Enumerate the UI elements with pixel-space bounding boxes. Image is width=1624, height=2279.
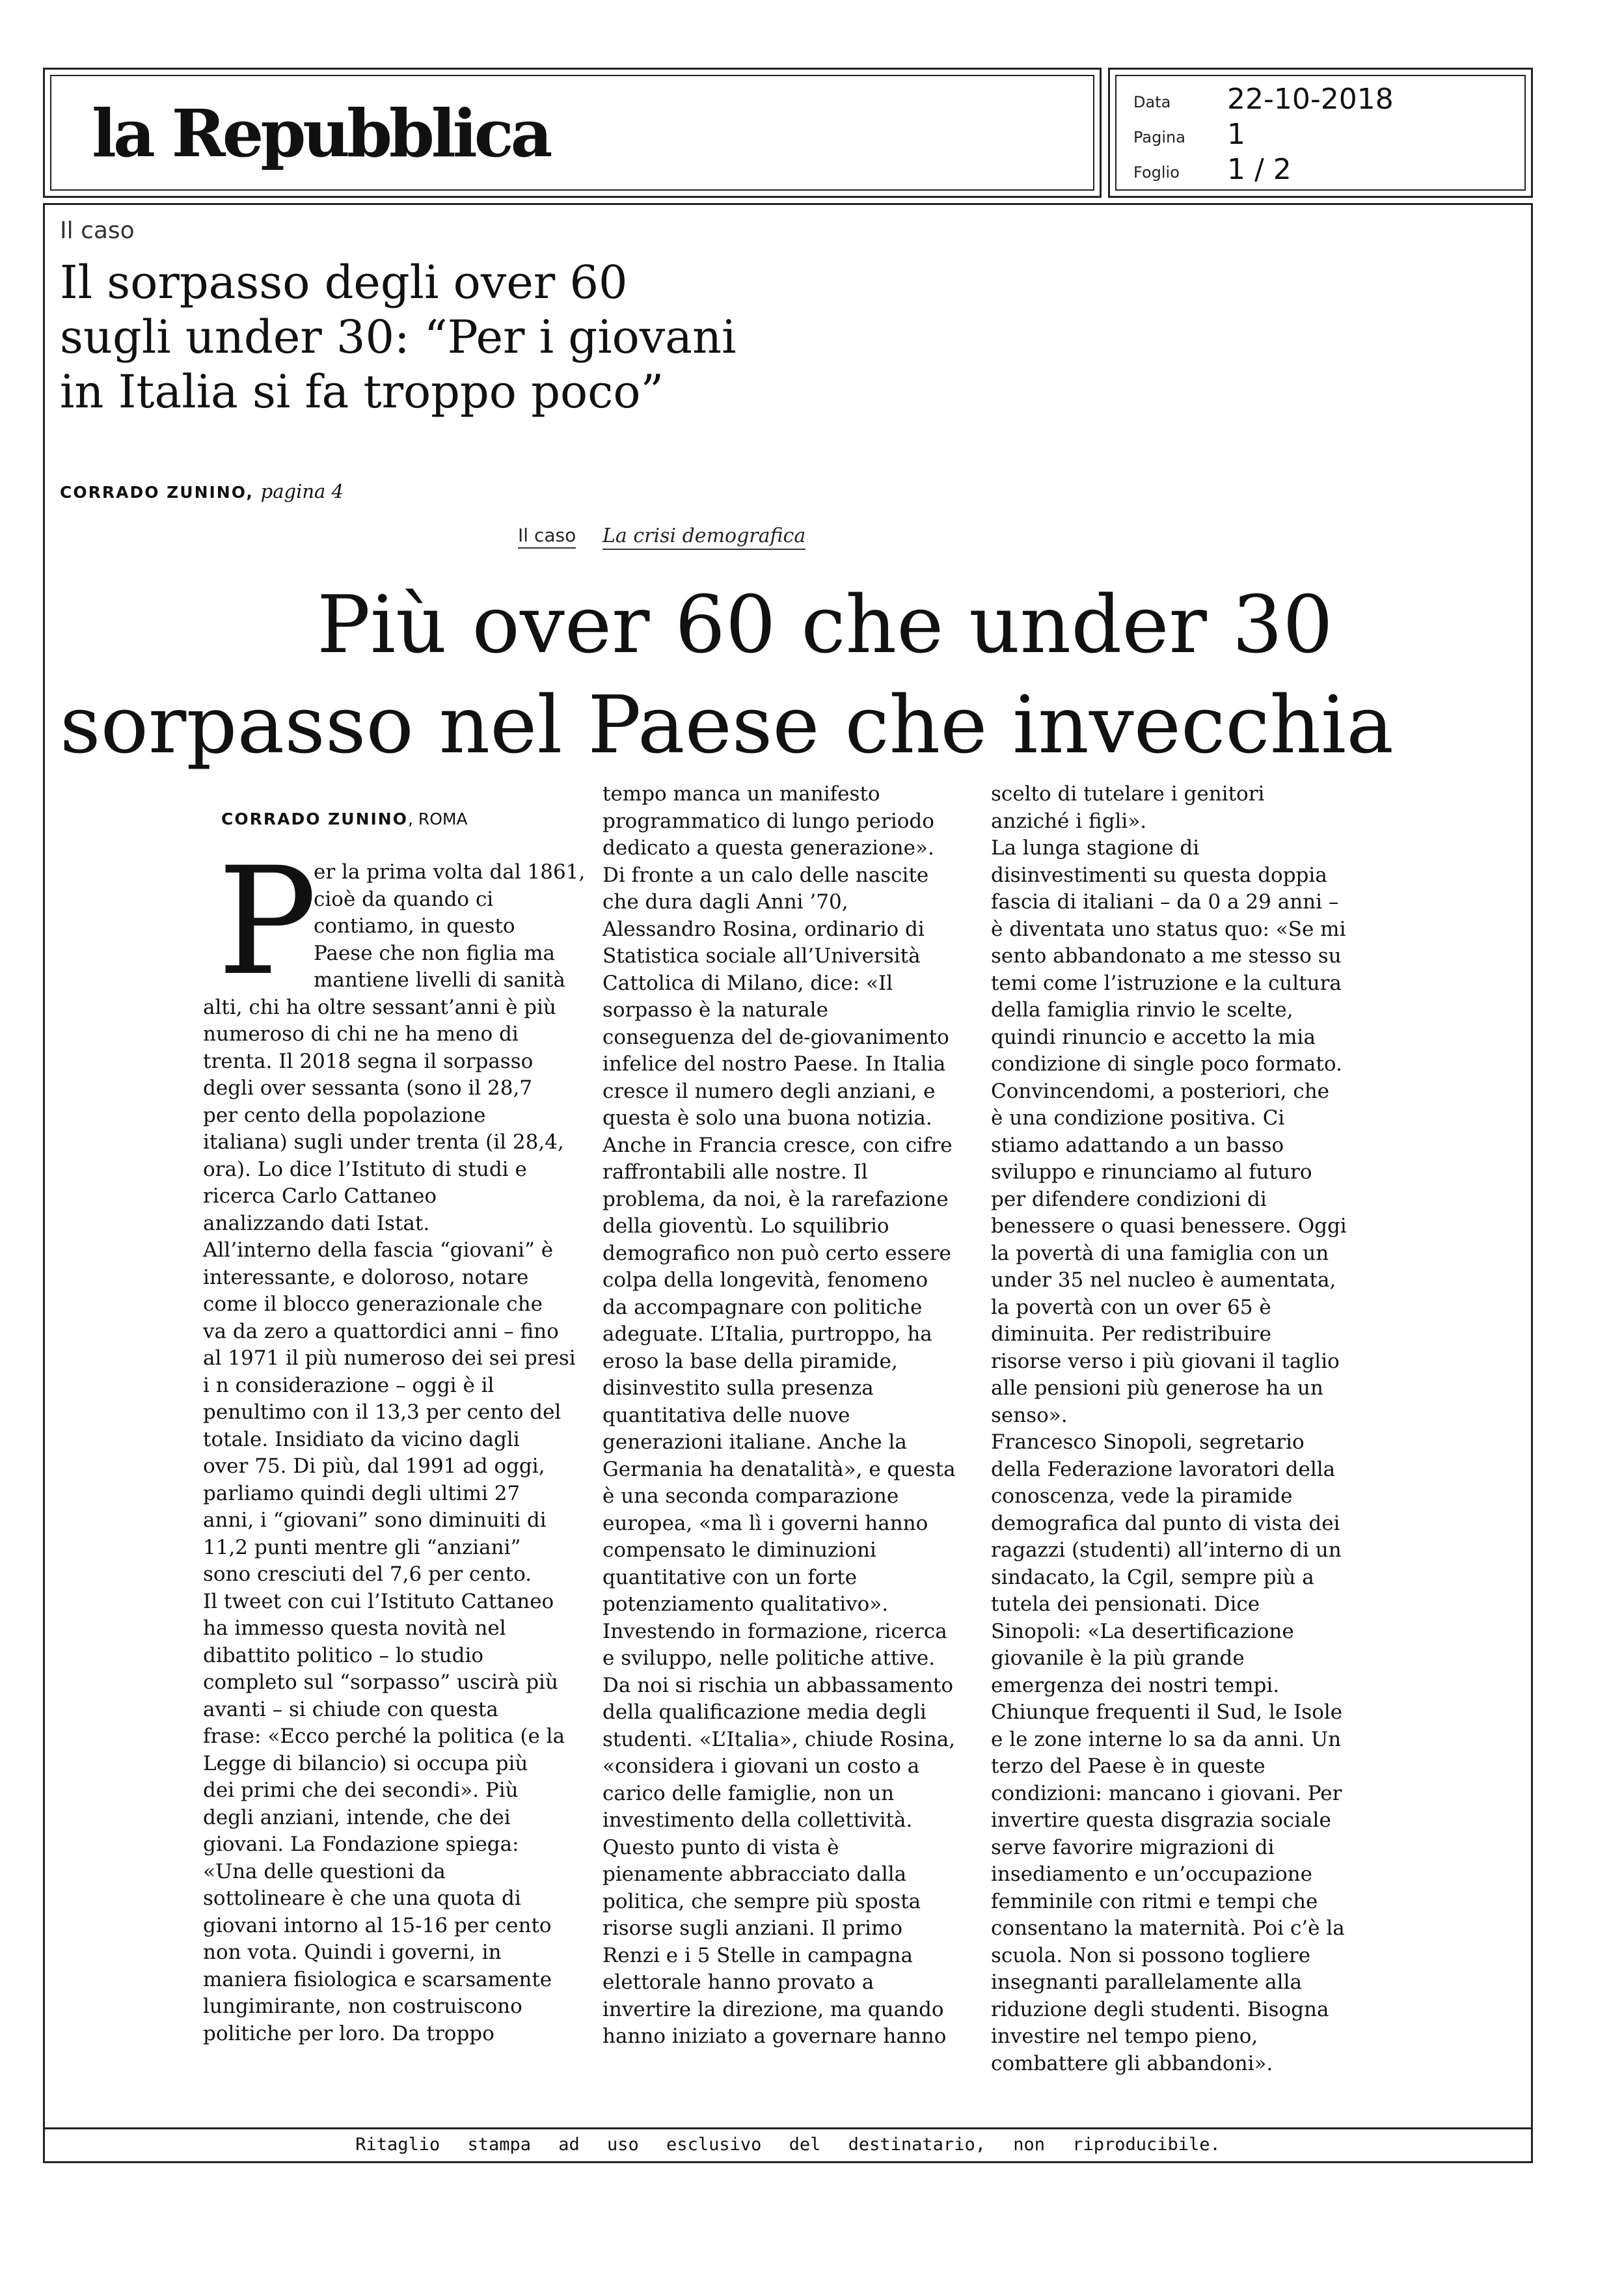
article-line: Chiunque frequenti il Sud, le Isole <box>991 1700 1343 1724</box>
article-line: contiamo, in questo <box>314 914 515 938</box>
date-label: Data <box>1133 93 1171 111</box>
article-column-3 <box>991 781 1381 2077</box>
article-line: pienamente abbracciato dalla <box>602 1863 907 1886</box>
metadata-box <box>1108 68 1533 198</box>
article-line: quindi rinuncio e accetto la mia <box>991 1025 1316 1049</box>
article-line: Investendo in formazione, ricerca <box>602 1619 947 1643</box>
article-line: invertire questa disgrazia sociale <box>991 1808 1331 1832</box>
article-line: da accompagnare con politiche <box>602 1295 923 1319</box>
article-line: colpa della longevità, fenomeno <box>602 1268 928 1292</box>
article-line: conoscenza, vede la piramide <box>991 1484 1293 1508</box>
article-line: e le zone interne lo sa da anni. Un <box>991 1727 1342 1751</box>
article-line: degli anziani, intende, che dei <box>203 1805 511 1829</box>
article-line: ricerca Carlo Cattaneo <box>203 1184 437 1208</box>
sheet-label: Foglio <box>1133 163 1180 182</box>
article-line: ora). Lo dice l’Istituto di studi e <box>203 1157 527 1181</box>
article-line: Statistica sociale all’Università <box>602 944 921 968</box>
article-line: «Una delle questioni da <box>203 1859 446 1883</box>
article-line: fascia di italiani – da 0 a 29 anni – <box>991 890 1339 914</box>
article-line: riduzione degli studenti. Bisogna <box>991 1997 1329 2021</box>
article-line: lungimirante, non costruiscono <box>203 1995 522 2018</box>
teaser-byline <box>60 480 344 502</box>
page-label: Pagina <box>1133 128 1185 146</box>
article-line: dedicato a questa generazione». <box>602 836 934 860</box>
article-line: e sviluppo, nelle politiche attive. <box>602 1646 936 1670</box>
article-line: per difendere condizioni di <box>991 1187 1267 1211</box>
article-line: adeguate. L’Italia, purtroppo, ha <box>602 1322 932 1346</box>
article-line: scelto di tutelare i genitori <box>991 782 1265 806</box>
article-line: serve favorire migrazioni di <box>991 1835 1275 1859</box>
article-line: anni, i “giovani” sono diminuiti di <box>203 1508 547 1532</box>
article-line: ragazzi (studenti) all’interno di un <box>991 1538 1342 1562</box>
article-line: la povertà di una famiglia con un <box>991 1241 1329 1265</box>
article-line: Sinopoli: «La desertificazione <box>991 1619 1294 1643</box>
article-line: italiana) sugli under trenta (il 28,4, <box>203 1130 564 1154</box>
drop-cap: P <box>217 835 318 1008</box>
article-line: giovani. La Fondazione spiega: <box>203 1833 519 1856</box>
sheet-value: 1 / 2 <box>1227 153 1292 186</box>
article-line: 11,2 punti mentre gli “anziani” <box>203 1535 521 1559</box>
article-line: disinvestimenti su questa doppia <box>991 863 1327 887</box>
article-line: «considera i giovani un costo a <box>602 1754 920 1778</box>
article-line: Legge di bilancio) si occupa più <box>203 1751 528 1775</box>
article-line: er la prima volta dal 1861, <box>314 860 586 884</box>
article-line: temi come l’istruzione e la cultura <box>991 971 1342 995</box>
article-line: anziché i figli». <box>991 809 1147 833</box>
article-column-2 <box>602 781 986 2051</box>
headline-line-2: sorpasso nel Paese che invecchia <box>60 679 1394 771</box>
article-line: è una condizione positiva. Ci <box>991 1106 1285 1130</box>
article-line: cresce il numero degli anziani, e <box>602 1079 936 1103</box>
article-line: politica, che sempre più sposta <box>602 1889 921 1913</box>
article-line: maniera fisiologica e scarsamente <box>203 1967 552 1991</box>
article-line: quantitativa delle nuove <box>602 1403 850 1427</box>
article-line: che dura dagli Anni ’70, <box>602 890 848 914</box>
article-line: benessere o quasi benessere. Oggi <box>991 1214 1347 1238</box>
article-place: , ROMA <box>407 810 468 828</box>
masthead-box <box>43 68 1102 198</box>
article-line: Questo punto di vista è <box>602 1835 839 1859</box>
article-author: CORRADO ZUNINO <box>221 810 408 828</box>
article-line: Convincendomi, a posteriori, che <box>991 1079 1330 1103</box>
article-line: scuola. Non si possono togliere <box>991 1943 1311 1967</box>
article-line: consentano la maternità. Poi c’è la <box>991 1917 1345 1940</box>
article-line: senso». <box>991 1403 1068 1427</box>
article-line: combattere gli abbandoni». <box>991 2051 1273 2075</box>
article-line: eroso la base della piramide, <box>602 1349 898 1373</box>
article-line: sento abbandonato a me stesso su <box>991 944 1342 968</box>
article-line: della Federazione lavoratori della <box>991 1457 1336 1481</box>
article-line: under 35 nel nucleo è aumentata, <box>991 1268 1336 1292</box>
article-line: parliamo quindi degli ultimi 27 <box>203 1481 521 1505</box>
article-line: elettorale hanno provato a <box>602 1971 874 1994</box>
article-line: femminile con ritmi e tempi che <box>991 1889 1318 1913</box>
article-line: alti, chi ha oltre sessant’anni è più <box>203 995 556 1019</box>
article-line: infelice del nostro Paese. In Italia <box>602 1052 946 1076</box>
article-line: penultimo con il 13,3 per cento del <box>203 1400 562 1424</box>
article-line: All’interno della fascia “giovani” è <box>203 1238 554 1262</box>
page-value: 1 <box>1227 118 1245 151</box>
article-line: studenti. «L’Italia», chiude Rosina, <box>602 1727 956 1751</box>
article-line: Il tweet con cui l’Istituto Cattaneo <box>203 1589 554 1613</box>
article-line: risorse sugli anziani. Il primo <box>602 1917 903 1940</box>
article-line: mantiene livelli di sanità <box>314 968 565 992</box>
article-line: come il blocco generazionale che <box>203 1292 543 1316</box>
article-line: non vota. Quindi i governi, in <box>203 1941 502 1964</box>
article-line: Da noi si rischia un abbassamento <box>602 1673 954 1697</box>
headline-line-1: Più over 60 che under 30 <box>317 579 1333 671</box>
section-subtitle: La crisi demografica <box>602 525 805 550</box>
article-line: demografica dal punto di vista dei <box>991 1511 1340 1535</box>
article-line: della qualificazione media degli <box>602 1700 927 1724</box>
article-line: completo sul “sorpasso” uscirà più <box>203 1671 558 1694</box>
article-line: ha immesso questa novità nel <box>203 1617 506 1640</box>
article-line: carico delle famiglie, non un <box>602 1781 895 1805</box>
article-line: Renzi e i 5 Stelle in campagna <box>602 1943 913 1967</box>
article-line: La lunga stagione di <box>991 836 1200 860</box>
article-line: invertire la direzione, ma quando <box>602 1997 944 2021</box>
article-line: condizione di single poco formato. <box>991 1052 1342 1076</box>
article-line: problema, da noi, è la rarefazione <box>602 1187 949 1211</box>
article-line: raffrontabili alle nostre. Il <box>602 1160 868 1184</box>
article-line: diminuita. Per redistribuire <box>991 1322 1271 1346</box>
article-line: della gioventù. Lo squilibrio <box>602 1214 889 1238</box>
article-line: avanti – si chiude con questa <box>203 1697 498 1721</box>
article-line: degli over sessanta (sono il 28,7 <box>203 1076 533 1100</box>
teaser-title-line: Il sorpasso degli over 60 <box>60 256 628 309</box>
teaser-title-line: in Italia si fa troppo poco” <box>60 365 664 418</box>
article-line: tutela dei pensionati. Dice <box>991 1592 1260 1616</box>
article-line: programmatico di lungo periodo <box>602 809 934 833</box>
article-line: europea, «ma lì i governi hanno <box>602 1511 928 1535</box>
article-line: dei primi che dei secondi». Più <box>203 1779 519 1802</box>
article-line: giovani intorno al 15-16 per cento <box>203 1913 552 1937</box>
article-line: terzo del Paese è in queste <box>991 1754 1265 1778</box>
section-label: Il caso <box>518 525 576 549</box>
article-line: sindacato, la Cgil, sempre più a <box>991 1565 1314 1589</box>
article-line: interessante, e doloroso, notare <box>203 1265 529 1289</box>
teaser-author: CORRADO ZUNINO, <box>60 483 254 502</box>
article-line: investire nel tempo pieno, <box>991 2025 1258 2048</box>
article-line: over 75. Di più, dal 1991 ad oggi, <box>203 1454 545 1478</box>
article-line: i n considerazione – oggi è il <box>203 1373 494 1397</box>
article-line: potenziamento qualitativo». <box>602 1592 889 1616</box>
article-column-1 <box>203 859 587 2047</box>
article-line: compensato le diminuzioni <box>602 1538 876 1562</box>
article-line: hanno iniziato a governare hanno <box>602 2025 947 2048</box>
article-line: Cattolica di Milano, dice: «Il <box>602 971 893 995</box>
footer-disclaimer: Ritaglio stampa ad uso esclusivo del destinatario, non riproducibile. <box>355 2135 1221 2155</box>
article-line: conseguenza del de-giovanimento <box>602 1025 949 1049</box>
article-line: insegnanti parallelamente alla <box>991 1971 1302 1994</box>
article-line: sviluppo e rinunciamo al futuro <box>991 1160 1312 1184</box>
article-line: emergenza dei nostri tempi. <box>991 1673 1280 1697</box>
article-line: tempo manca un manifesto <box>602 782 880 806</box>
article-line: numeroso di chi ne ha meno di <box>203 1022 519 1046</box>
article-line: Alessandro Rosina, ordinario di <box>602 917 925 941</box>
article-line: generazioni italiane. Anche la <box>602 1430 907 1454</box>
article-line: sorpasso è la naturale <box>602 998 828 1022</box>
article-line: è una seconda comparazione <box>602 1484 899 1508</box>
footer-frame <box>43 2129 1533 2163</box>
teaser-kicker: Il caso <box>60 217 135 244</box>
article-line: Germania ha denatalità», e questa <box>602 1457 956 1481</box>
article-line: frase: «Ecco perché la politica (e la <box>203 1725 565 1748</box>
article-line: è diventata uno status quo: «Se mi <box>991 917 1346 941</box>
date-value: 22-10-2018 <box>1227 83 1394 116</box>
article-line: disinvestito sulla presenza <box>602 1376 874 1400</box>
article-line: politiche per loro. Da troppo <box>203 2021 494 2045</box>
article-line: investimento della collettività. <box>602 1808 913 1832</box>
article-line: Di fronte a un calo delle nascite <box>602 863 929 887</box>
article-line: della famiglia rinvio le scelte, <box>991 998 1293 1022</box>
article-line: totale. Insidiato da vicino dagli <box>203 1427 520 1451</box>
article-line: trenta. Il 2018 segna il sorpasso <box>203 1049 534 1073</box>
article-line: dibattito politico – lo studio <box>203 1643 484 1667</box>
article-line: alle pensioni più generose ha un <box>991 1376 1323 1400</box>
teaser-title <box>60 255 841 419</box>
article-line: sono cresciuti del 7,6 per cento. <box>203 1563 532 1586</box>
article-line: demografico non può certo essere <box>602 1241 951 1265</box>
article-line: risorse verso i più giovani il taglio <box>991 1349 1340 1373</box>
article-line: questa è solo una buona notizia. <box>602 1106 932 1130</box>
article-line: insediamento e un’occupazione <box>991 1863 1312 1886</box>
article-line: al 1971 il più numeroso dei sei presi <box>203 1346 576 1370</box>
article-line: giovanile è la più grande <box>991 1646 1245 1670</box>
article-line: stiamo adattando a un basso <box>991 1133 1284 1157</box>
article-line: la povertà con un over 65 è <box>991 1295 1271 1319</box>
article-line: per cento della popolazione <box>203 1103 486 1127</box>
article-line: va da zero a quattordici anni – fino <box>203 1319 559 1343</box>
article-line: analizzando dati Istat. <box>203 1211 430 1235</box>
teaser-page-ref: pagina 4 <box>260 480 344 502</box>
article-line: condizioni: mancano i giovani. Per <box>991 1781 1342 1805</box>
article-line: quantitative con un forte <box>602 1565 858 1589</box>
article-byline <box>221 810 468 828</box>
article-line: cioè da quando ci <box>314 887 494 911</box>
article-line: sottolineare è che una quota di <box>203 1887 521 1910</box>
article-line: Paese che non figlia ma <box>314 941 555 965</box>
article-line: Francesco Sinopoli, segretario <box>991 1430 1305 1454</box>
article-line: Anche in Francia cresce, con cifre <box>602 1133 953 1157</box>
newspaper-logo: la Repubblica <box>92 95 550 172</box>
teaser-title-line: sugli under 30: “Per i giovani <box>60 310 737 364</box>
